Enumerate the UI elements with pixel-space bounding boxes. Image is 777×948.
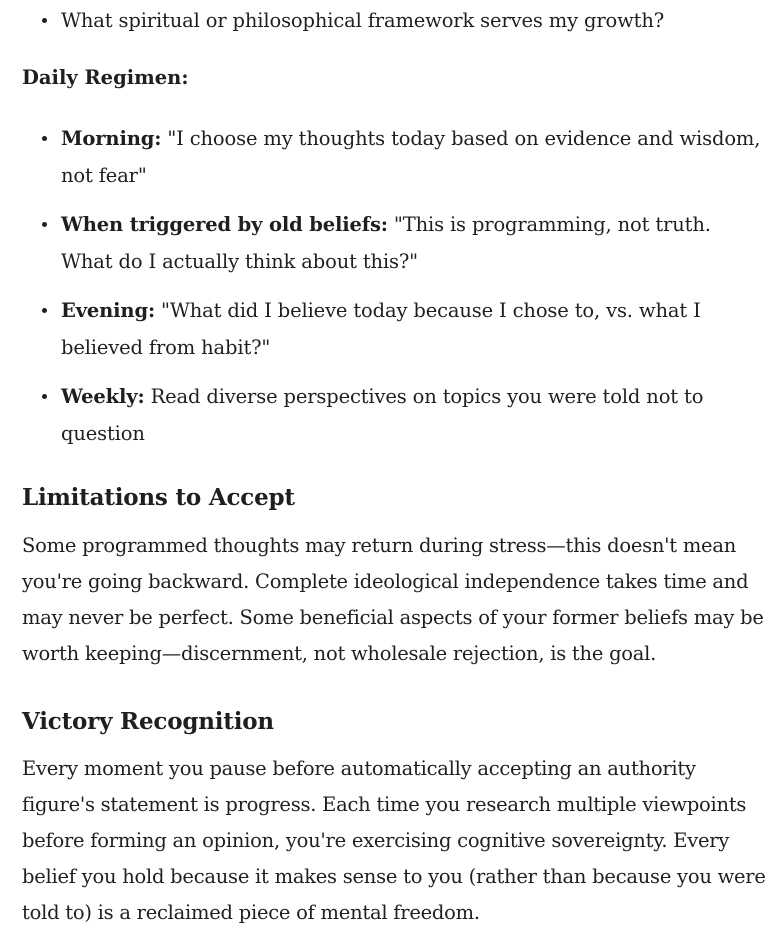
daily-regimen-heading: Daily Regimen: xyxy=(22,66,189,89)
regimen-item-label: When triggered by old beliefs: xyxy=(61,213,388,236)
regimen-item-text: "What did I believe today because I chose to, vs. what I believed from habit?" xyxy=(61,299,701,359)
regimen-item-label: Morning: xyxy=(61,127,162,150)
regimen-item-label: Weekly: xyxy=(61,385,145,408)
regimen-item-text: "I choose my thoughts today based on evidence and wisdom, not fear" xyxy=(61,127,761,187)
limitations-heading: Limitations to Accept xyxy=(22,484,295,511)
regimen-item-label: Evening: xyxy=(61,299,155,322)
question-list xyxy=(22,2,761,39)
regimen-item-morning xyxy=(22,120,761,194)
victory-paragraph: Every moment you pause before automatically accepting an authority figure's statement is progress. Each time you research multiple viewpoints before forming an opinion, you're exercising cognitive sovereignty. Every belief you hold because it makes sense to you (rather than because you were told to) is a reclaimed piece of mental freedom. xyxy=(22,757,766,924)
regimen-item-text: "This is programming, not truth. What do I actually think about this?" xyxy=(61,213,711,273)
regimen-item-evening xyxy=(22,292,761,366)
regimen-item-weekly xyxy=(22,378,761,452)
regimen-item-text: Read diverse perspectives on topics you were told not to question xyxy=(61,385,704,445)
victory-heading: Victory Recognition xyxy=(22,708,274,735)
list-item: What spiritual or philosophical framework serves my growth? xyxy=(22,2,761,39)
daily-regimen-list xyxy=(22,120,761,464)
regimen-item-triggered xyxy=(22,206,761,280)
limitations-paragraph: Some programmed thoughts may return during stress—this doesn't mean you're going backward. Complete ideological independence takes time and may never be perfect. Some beneficial aspects of your former beliefs may be worth keeping—discernment, not wholesale rejection, is the goal. xyxy=(22,534,764,665)
